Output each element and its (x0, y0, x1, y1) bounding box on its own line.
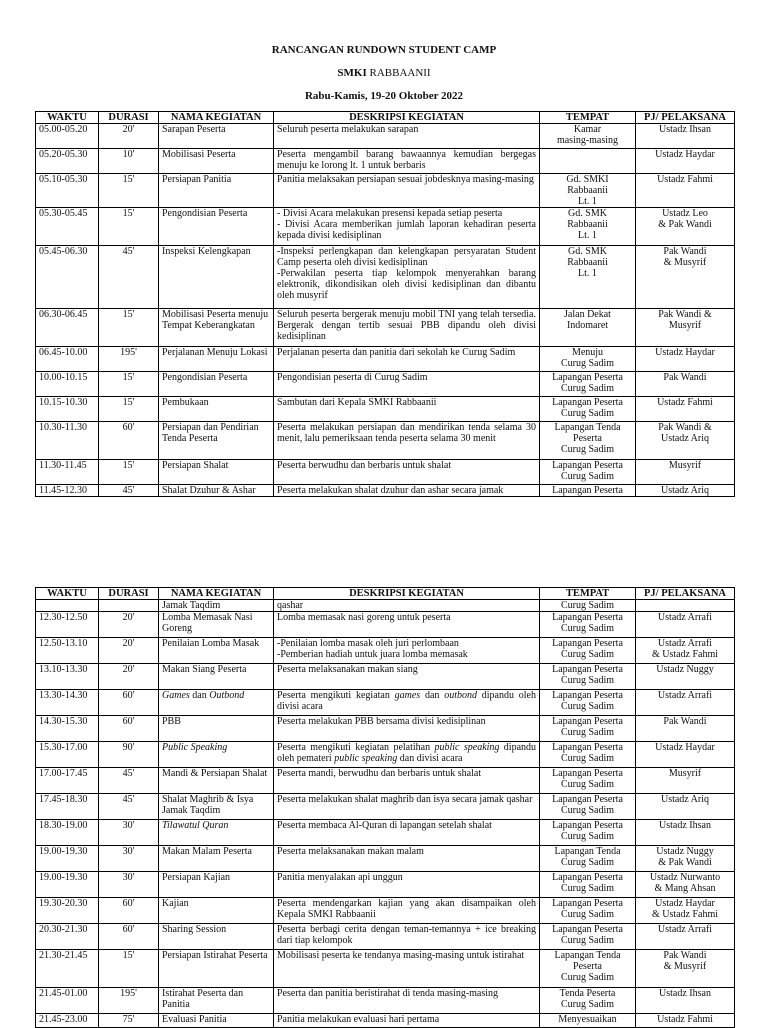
cell-tempat: Lapangan Tenda Curug Sadim (540, 846, 636, 872)
cell-waktu: 10.15-10.30 (36, 397, 99, 422)
table-row (36, 485, 735, 497)
cell-waktu: 18.30-19.00 (36, 820, 99, 846)
cell-waktu: 05.30-05.45 (36, 208, 99, 246)
cell-nama-kegiatan: Persiapan Shalat (159, 460, 274, 485)
cell-durasi: 45' (99, 246, 159, 309)
cell-nama-kegiatan: Persiapan Istirahat Peserta (159, 950, 274, 988)
table-row (36, 988, 735, 1014)
table-row (36, 208, 735, 246)
cell-deskripsi: Peserta mandi, berwudhu dan berbaris untuk shalat (274, 768, 540, 794)
cell-tempat: Gd. SMK Rabbaanii Lt. 1 (540, 246, 636, 309)
cell-pj: Ustadz Arrafi (636, 612, 735, 638)
cell-nama-kegiatan: Games dan Outbond (159, 690, 274, 716)
cell-pj: Ustadz Ariq (636, 794, 735, 820)
col-header-durasi: DURASI (99, 588, 159, 600)
table-row (36, 460, 735, 485)
cell-tempat: Lapangan Peserta Curug Sadim (540, 716, 636, 742)
cell-tempat: Gd. SMK Rabbaanii Lt. 1 (540, 208, 636, 246)
cell-nama-kegiatan: Shalat Dzuhur & Ashar (159, 485, 274, 497)
cell-deskripsi: Perjalanan peserta dan panitia dari sekolah ke Curug Sadim (274, 347, 540, 372)
cell-waktu: 10.30-11.30 (36, 422, 99, 460)
cell-tempat: Lapangan Tenda Peserta Curug Sadim (540, 422, 636, 460)
cell-tempat (540, 149, 636, 174)
cell-deskripsi: Peserta berwudhu dan berbaris untuk shalat (274, 460, 540, 485)
cell-waktu: 19.00-19.30 (36, 846, 99, 872)
document-title: RANCANGAN RUNDOWN STUDENT CAMP (271, 44, 497, 56)
table-row (36, 347, 735, 372)
cell-pj: Musyrif (636, 460, 735, 485)
cell-nama-kegiatan: Pembukaan (159, 397, 274, 422)
cell-deskripsi: - Divisi Acara melakukan presensi kepada setiap peserta - Divisi Acara memberikan jumlah laporan kehadiran peserta kepada divisi kedisiplinan (274, 208, 540, 246)
cell-pj: Ustadz Haydar (636, 149, 735, 174)
cell-tempat: Lapangan Peserta Curug Sadim (540, 664, 636, 690)
cell-durasi: 45' (99, 485, 159, 497)
cell-nama-kegiatan: PBB (159, 716, 274, 742)
cell-waktu: 12.50-13.10 (36, 638, 99, 664)
cell-nama-kegiatan: Sharing Session (159, 924, 274, 950)
cell-tempat: Lapangan Peserta Curug Sadim (540, 898, 636, 924)
cell-durasi: 15' (99, 950, 159, 988)
cell-durasi: 195' (99, 347, 159, 372)
school-name-rest: RABBAANII (369, 67, 431, 79)
table-row (36, 898, 735, 924)
table-header-row (36, 112, 735, 124)
cell-pj: Ustadz Leo & Pak Wandi (636, 208, 735, 246)
cell-pj: Pak Wandi (636, 372, 735, 397)
cell-pj: Pak Wandi & Musyrif (636, 246, 735, 309)
cell-tempat: Lapangan Peserta Curug Sadim (540, 872, 636, 898)
cell-nama-kegiatan: Makan Malam Peserta (159, 846, 274, 872)
cell-durasi: 30' (99, 846, 159, 872)
cell-tempat: Lapangan Peserta Curug Sadim (540, 397, 636, 422)
cell-nama-kegiatan: Kajian (159, 898, 274, 924)
cell-pj: Ustadz Ihsan (636, 124, 735, 149)
table-row (36, 742, 735, 768)
cell-nama-kegiatan: Persiapan Panitia (159, 174, 274, 208)
cell-pj: Ustadz Arrafi & Ustadz Fahmi (636, 638, 735, 664)
cell-tempat: Curug Sadim (540, 600, 636, 612)
cell-pj: Ustadz Ihsan (636, 820, 735, 846)
cell-deskripsi: Peserta melaksanakan makan siang (274, 664, 540, 690)
cell-tempat: Lapangan Peserta (540, 485, 636, 497)
cell-tempat: Lapangan Peserta Curug Sadim (540, 460, 636, 485)
cell-pj: Ustadz Fahmi (636, 397, 735, 422)
cell-nama-kegiatan: Public Speaking (159, 742, 274, 768)
table-row (36, 174, 735, 208)
school-name-bold: SMKI (337, 67, 367, 79)
cell-durasi: 10' (99, 149, 159, 174)
table-row (36, 950, 735, 988)
cell-nama-kegiatan: Inspeksi Kelengkapan (159, 246, 274, 309)
cell-durasi: 30' (99, 820, 159, 846)
cell-waktu: 17.45-18.30 (36, 794, 99, 820)
cell-tempat: Lapangan Peserta Curug Sadim (540, 638, 636, 664)
cell-waktu: 05.45-06.30 (36, 246, 99, 309)
table-row (36, 768, 735, 794)
cell-waktu: 12.30-12.50 (36, 612, 99, 638)
table-row (36, 1014, 735, 1028)
cell-waktu: 17.00-17.45 (36, 768, 99, 794)
cell-pj: Ustadz Ariq (636, 485, 735, 497)
cell-durasi: 15' (99, 174, 159, 208)
cell-nama-kegiatan: Makan Siang Peserta (159, 664, 274, 690)
cell-pj: Ustadz Fahmi (636, 1014, 735, 1028)
cell-deskripsi: Peserta mengikuti kegiatan pelatihan public speaking dipandu oleh pemateri public speaking dan divisi acara (274, 742, 540, 768)
cell-nama-kegiatan: Lomba Memasak Nasi Goreng (159, 612, 274, 638)
cell-deskripsi: -Penilaian lomba masak oleh juri perlombaan -Pemberian hadiah untuk juara lomba memasak (274, 638, 540, 664)
cell-durasi: 15' (99, 397, 159, 422)
cell-nama-kegiatan: Istirahat Peserta dan Panitia (159, 988, 274, 1014)
cell-pj: Musyrif (636, 768, 735, 794)
cell-waktu: 11.45-12.30 (36, 485, 99, 497)
cell-pj: Pak Wandi & Ustadz Ariq (636, 422, 735, 460)
col-header-tempat: TEMPAT (540, 588, 636, 600)
table-row (36, 638, 735, 664)
cell-waktu: 06.30-06.45 (36, 309, 99, 347)
cell-pj (636, 600, 735, 612)
cell-durasi: 60' (99, 422, 159, 460)
table-row (36, 600, 735, 612)
cell-pj: Ustadz Haydar (636, 742, 735, 768)
cell-deskripsi: Panitia melaksakan persiapan sesuai jobdesknya masing-masing (274, 174, 540, 208)
cell-deskripsi: Mobilisasi peserta ke tendanya masing-masing untuk istirahat (274, 950, 540, 988)
cell-nama-kegiatan: Mobilisasi Peserta (159, 149, 274, 174)
cell-waktu (36, 600, 99, 612)
table-row (36, 690, 735, 716)
cell-waktu: 06.45-10.00 (36, 347, 99, 372)
cell-waktu: 15.30-17.00 (36, 742, 99, 768)
cell-tempat: Lapangan Peserta Curug Sadim (540, 690, 636, 716)
cell-nama-kegiatan: Persiapan dan Pendirian Tenda Peserta (159, 422, 274, 460)
cell-deskripsi: Pengondisian peserta di Curug Sadim (274, 372, 540, 397)
cell-pj: Ustadz Fahmi (636, 174, 735, 208)
cell-deskripsi: Panitia melakukan evaluasi hari pertama (274, 1014, 540, 1028)
cell-nama-kegiatan: Pengondisian Peserta (159, 208, 274, 246)
cell-durasi: 20' (99, 124, 159, 149)
cell-nama-kegiatan: Mobilisasi Peserta menuju Tempat Keberangkatan (159, 309, 274, 347)
table-row (36, 309, 735, 347)
cell-waktu: 20.30-21.30 (36, 924, 99, 950)
cell-waktu: 21.30-21.45 (36, 950, 99, 988)
cell-tempat: Lapangan Tenda Peserta Curug Sadim (540, 950, 636, 988)
cell-deskripsi: qashar (274, 600, 540, 612)
cell-durasi: 195' (99, 988, 159, 1014)
table-row (36, 794, 735, 820)
cell-durasi (99, 600, 159, 612)
cell-deskripsi: Seluruh peserta bergerak menuju mobil TNI yang telah tersedia. Bergerak dengan tertib sesuai PBB dipandu oleh divisi kedisiplinan (274, 309, 540, 347)
cell-tempat: Menyesuaikan (540, 1014, 636, 1028)
cell-waktu: 21.45-23.00 (36, 1014, 99, 1028)
cell-deskripsi: -Inspeksi perlengkapan dan kelengkapan persyaratan Student Camp peserta oleh divisi kedisiplinan -Perwakilan peserta tiap kelompok menyerahkan barang elektronik, dikondisikan oleh divisi kedisiplinan dan dibantu oleh musyrif (274, 246, 540, 309)
cell-durasi: 60' (99, 924, 159, 950)
cell-nama-kegiatan: Penilaian Lomba Masak (159, 638, 274, 664)
cell-nama-kegiatan: Shalat Maghrib & Isya Jamak Taqdim (159, 794, 274, 820)
table-row (36, 372, 735, 397)
table-row (36, 422, 735, 460)
cell-waktu: 05.00-05.20 (36, 124, 99, 149)
cell-deskripsi: Panitia menyalakan api unggun (274, 872, 540, 898)
cell-durasi: 20' (99, 612, 159, 638)
cell-deskripsi: Lomba memasak nasi goreng untuk peserta (274, 612, 540, 638)
cell-nama-kegiatan: Pengondisian Peserta (159, 372, 274, 397)
cell-durasi: 15' (99, 372, 159, 397)
cell-durasi: 90' (99, 742, 159, 768)
cell-nama-kegiatan: Evaluasi Panitia (159, 1014, 274, 1028)
cell-nama-kegiatan: Jamak Taqdim (159, 600, 274, 612)
cell-durasi: 15' (99, 460, 159, 485)
cell-deskripsi: Peserta mengikuti kegiatan games dan outbond dipandu oleh divisi acara (274, 690, 540, 716)
col-header-tempat: TEMPAT (540, 112, 636, 124)
cell-durasi: 45' (99, 768, 159, 794)
cell-tempat: Lapangan Peserta Curug Sadim (540, 372, 636, 397)
cell-durasi: 45' (99, 794, 159, 820)
cell-deskripsi: Peserta berbagi cerita dengan teman-temannya + ice breaking dari tiap kelompok (274, 924, 540, 950)
cell-pj: Pak Wandi & Musyrif (636, 309, 735, 347)
cell-waktu: 13.10-13.30 (36, 664, 99, 690)
cell-deskripsi: Peserta melakukan shalat dzuhur dan ashar secara jamak (274, 485, 540, 497)
table-row (36, 612, 735, 638)
col-header-nama-kegiatan: NAMA KEGIATAN (159, 112, 274, 124)
school-name (0, 67, 768, 79)
cell-durasi: 30' (99, 872, 159, 898)
cell-tempat: Jalan Dekat Indomaret (540, 309, 636, 347)
table-row (36, 716, 735, 742)
cell-durasi: 15' (99, 309, 159, 347)
cell-pj: Ustadz Arrafi (636, 924, 735, 950)
cell-tempat: Lapangan Peserta Curug Sadim (540, 820, 636, 846)
rundown-table-2 (35, 587, 735, 1028)
rundown-table-1 (35, 111, 735, 497)
cell-durasi: 75' (99, 1014, 159, 1028)
event-date: Rabu-Kamis, 19-20 Oktober 2022 (304, 90, 464, 102)
col-header-nama-kegiatan: NAMA KEGIATAN (159, 588, 274, 600)
table-row (36, 846, 735, 872)
table-row (36, 664, 735, 690)
cell-nama-kegiatan: Tilawatul Quran (159, 820, 274, 846)
table-row (36, 820, 735, 846)
cell-waktu: 14.30-15.30 (36, 716, 99, 742)
cell-durasi: 20' (99, 638, 159, 664)
cell-pj: Ustadz Nurwanto & Mang Ahsan (636, 872, 735, 898)
cell-pj: Ustadz Nuggy (636, 664, 735, 690)
cell-pj: Ustadz Ihsan (636, 988, 735, 1014)
cell-waktu: 13.30-14.30 (36, 690, 99, 716)
cell-tempat: Kamar masing-masing (540, 124, 636, 149)
cell-tempat: Lapangan Peserta Curug Sadim (540, 612, 636, 638)
col-header-pj: PJ/ PELAKSANA (636, 112, 735, 124)
cell-deskripsi: Peserta melaksanakan makan malam (274, 846, 540, 872)
cell-tempat: Lapangan Peserta Curug Sadim (540, 742, 636, 768)
cell-deskripsi: Peserta melakukan shalat maghrib dan isya secara jamak qashar (274, 794, 540, 820)
cell-waktu: 19.30-20.30 (36, 898, 99, 924)
cell-durasi: 20' (99, 664, 159, 690)
table-row (36, 397, 735, 422)
table-row (36, 872, 735, 898)
cell-deskripsi: Peserta melakukan PBB bersama divisi kedisiplinan (274, 716, 540, 742)
col-header-waktu: WAKTU (36, 588, 99, 600)
cell-pj: Ustadz Arrafi (636, 690, 735, 716)
col-header-pj: PJ/ PELAKSANA (636, 588, 735, 600)
cell-pj: Pak Wandi (636, 716, 735, 742)
cell-waktu: 05.20-05.30 (36, 149, 99, 174)
cell-deskripsi: Sambutan dari Kepala SMKI Rabbaanii (274, 397, 540, 422)
cell-nama-kegiatan: Perjalanan Menuju Lokasi (159, 347, 274, 372)
table-row (36, 246, 735, 309)
cell-nama-kegiatan: Persiapan Kajian (159, 872, 274, 898)
col-header-waktu: WAKTU (36, 112, 99, 124)
col-header-deskripsi: DESKRIPSI KEGIATAN (274, 112, 540, 124)
cell-deskripsi: Peserta dan panitia beristirahat di tenda masing-masing (274, 988, 540, 1014)
cell-pj: Ustadz Haydar (636, 347, 735, 372)
cell-waktu: 05.10-05.30 (36, 174, 99, 208)
cell-deskripsi: Peserta mendengarkan kajian yang akan disampaikan oleh Kepala SMKI Rabbaanii (274, 898, 540, 924)
cell-deskripsi: Peserta membaca Al-Quran di lapangan setelah shalat (274, 820, 540, 846)
cell-waktu: 19.00-19.30 (36, 872, 99, 898)
col-header-deskripsi: DESKRIPSI KEGIATAN (274, 588, 540, 600)
cell-tempat: Lapangan Peserta Curug Sadim (540, 924, 636, 950)
cell-deskripsi: Peserta mengambil barang bawaannya kemudian bergegas menuju ke lorong lt. 1 untuk berbaris (274, 149, 540, 174)
cell-tempat: Lapangan Peserta Curug Sadim (540, 794, 636, 820)
cell-pj: Ustadz Haydar & Ustadz Fahmi (636, 898, 735, 924)
cell-tempat: Menuju Curug Sadim (540, 347, 636, 372)
cell-pj: Ustadz Nuggy & Pak Wandi (636, 846, 735, 872)
table-row (36, 124, 735, 149)
cell-deskripsi: Seluruh peserta melakukan sarapan (274, 124, 540, 149)
cell-deskripsi: Peserta melakukan persiapan dan mendirikan tenda selama 30 menit, lalu pemeriksaan tenda peserta selama 30 menit (274, 422, 540, 460)
cell-waktu: 21.45-01.00 (36, 988, 99, 1014)
col-header-durasi: DURASI (99, 112, 159, 124)
cell-waktu: 11.30-11.45 (36, 460, 99, 485)
cell-durasi: 60' (99, 716, 159, 742)
cell-tempat: Lapangan Peserta Curug Sadim (540, 768, 636, 794)
cell-tempat: Gd. SMKI Rabbaanii Lt. 1 (540, 174, 636, 208)
cell-durasi: 60' (99, 898, 159, 924)
cell-durasi: 60' (99, 690, 159, 716)
table-row (36, 149, 735, 174)
table-row (36, 924, 735, 950)
cell-pj: Pak Wandi & Musyrif (636, 950, 735, 988)
table-header-row (36, 588, 735, 600)
cell-tempat: Tenda Peserta Curug Sadim (540, 988, 636, 1014)
cell-nama-kegiatan: Mandi & Persiapan Shalat (159, 768, 274, 794)
cell-nama-kegiatan: Sarapan Peserta (159, 124, 274, 149)
cell-waktu: 10.00-10.15 (36, 372, 99, 397)
cell-durasi: 15' (99, 208, 159, 246)
